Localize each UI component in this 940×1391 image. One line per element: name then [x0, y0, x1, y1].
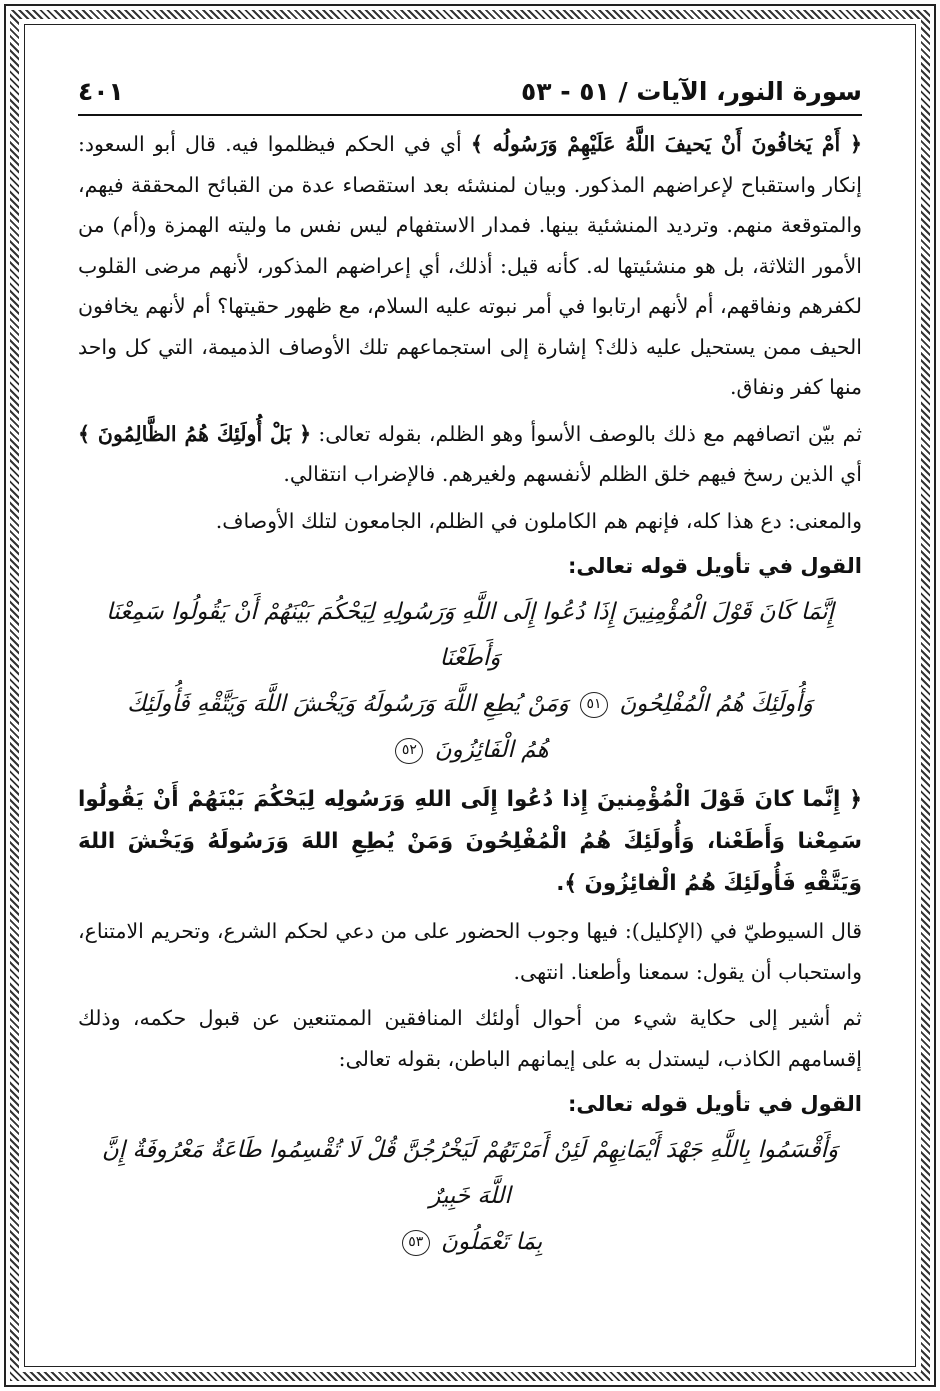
- verse-text: بِمَا تَعْمَلُونَ: [441, 1229, 543, 1255]
- paragraph-2: [78, 414, 862, 495]
- verse-number-marker: ٥١: [580, 692, 608, 718]
- page-header: [78, 62, 862, 116]
- paragraph-text: ثم بيّن اتصافهم مع ذلك بالوصف الأسوأ وهو الظلم، بقوله تعالى:: [311, 421, 862, 446]
- verse-number-marker: ٥٢: [395, 738, 423, 764]
- verse-number-marker: ٥٣: [402, 1230, 430, 1256]
- verse-text: هُمُ الْفَائِزُونَ: [434, 737, 549, 763]
- page-number: ٤٠١: [78, 77, 124, 106]
- paragraph-1: [78, 124, 862, 408]
- paragraph-5: ثم أشير إلى حكاية شيء من أحوال أولئك المنافقين الممتنعين عن قبول حكمه، وذلك إقسامهم الكاذب، ليستدل به على إيمانهم الباطن، بقوله تعالى:: [78, 1006, 862, 1071]
- verse-block: [88, 1127, 852, 1265]
- verse-block: [88, 589, 852, 773]
- verse-text: وَأُولَئِكَ هُمُ الْمُفْلِحُونَ: [619, 691, 813, 717]
- verse-text: وَمَنْ يُطِعِ اللَّهَ وَرَسُولَهُ وَيَخْشَ اللَّهَ وَيَتَّقْهِ فَأُولَئِكَ: [127, 691, 569, 717]
- verse-bold-quote: ﴿ إِنَّما كانَ قَوْلَ الْمُؤْمِنينَ إِذا دُعُوا إِلَى اللهِ وَرَسُولِه لِيَحْكُمَ بَيْنَهُمْ أَنْ يَقُولُوا سَمِعْنا وَأَطَعْنا، وَأُولَئِكَ هُمُ الْمُفْلِحُونَ وَمَنْ يُطِعِ اللهَ وَرَسُولَهُ وَيَخْشَ اللهَ وَيَتَّقْهِ فَأُولَئِكَ هُمُ الْفائِزُونَ ﴾.: [78, 787, 862, 896]
- section-heading: القول في تأويل قوله تعالى:: [568, 1092, 862, 1116]
- page-content: [78, 62, 862, 1331]
- section-heading: القول في تأويل قوله تعالى:: [568, 554, 862, 578]
- verse-line: وَأَقْسَمُوا بِاللَّهِ جَهْدَ أَيْمَانِهِمْ لَئِنْ أَمَرْتَهُمْ لَيَخْرُجُنَّ قُلْ لَا تُقْسِمُوا طَاعَةٌ مَعْرُوفَةٌ إِنَّ اللَّهَ خَبِيرٌ: [101, 1137, 839, 1209]
- verse-line: [88, 727, 852, 773]
- paragraph-3: والمعنى: دع هذا كله، فإنهم هم الكاملون في الظلم، الجامعون لتلك الأوصاف.: [215, 508, 862, 533]
- paragraph-4: قال السيوطيّ في (الإكليل): فيها وجوب الحضور على من دعي لحكم الشرع، وتحريم الامتناع، واستحباب أن يقول: سمعنا وأطعنا. انتهى.: [78, 919, 862, 984]
- quran-quote: ﴿ بَلْ أُولَئِكَ هُمُ الظَّالِمُونَ ﴾: [78, 421, 312, 446]
- paragraph-text-end: أي الذين رسخ فيهم خلق الظلم لأنفسهم ولغيرهم. فالإضراب انتقالي.: [283, 462, 862, 486]
- chapter-title: سورة النور، الآيات / ٥١ - ٥٣: [520, 77, 862, 106]
- verse-line: [88, 1219, 852, 1265]
- quran-quote: ﴿ أَمْ يَخافُونَ أَنْ يَحيفَ اللَّهُ عَلَيْهِمْ وَرَسُولُه ﴾: [470, 132, 862, 156]
- verse-line: إِنَّمَا كَانَ قَوْلَ الْمُؤْمِنِينَ إِذَا دُعُوا إِلَى اللَّهِ وَرَسُولِهِ لِيَحْكُمَ بَيْنَهُمْ أَنْ يَقُولُوا سَمِعْنَا وَأَطَعْنَا: [106, 599, 834, 671]
- paragraph-text: أي في الحكم فيظلموا فيه. قال أبو السعود: إنكار واستقباح لإعراضهم المذكور. وبيان لمنشئه بعد استقصاء عدة من القبائح المحققة فيهم، والمتوقعة منهم. وترديد المنشئية بينها. فمدار الاستفهام ليس نفس ما وليته الهمزة و(أم) من الأمور الثلاثة، بل هو منشئيتها له. كأنه قيل: أذلك، أي إعراضهم المذكور، لأنهم مرضى القلوب لكفرهم ونفاقهم، أم لأنهم ارتابوا في أمر نبوته عليه السلام، مع ظهور حقيتها؟ أم لأنهم يخافون الحيف ممن يستحيل عليه ذلك؟ إشارة إلى استجماعهم تلك الأوصاف الذميمة، التي كل واحد منها كفر ونفاق.: [78, 132, 862, 399]
- verse-line: [88, 681, 852, 727]
